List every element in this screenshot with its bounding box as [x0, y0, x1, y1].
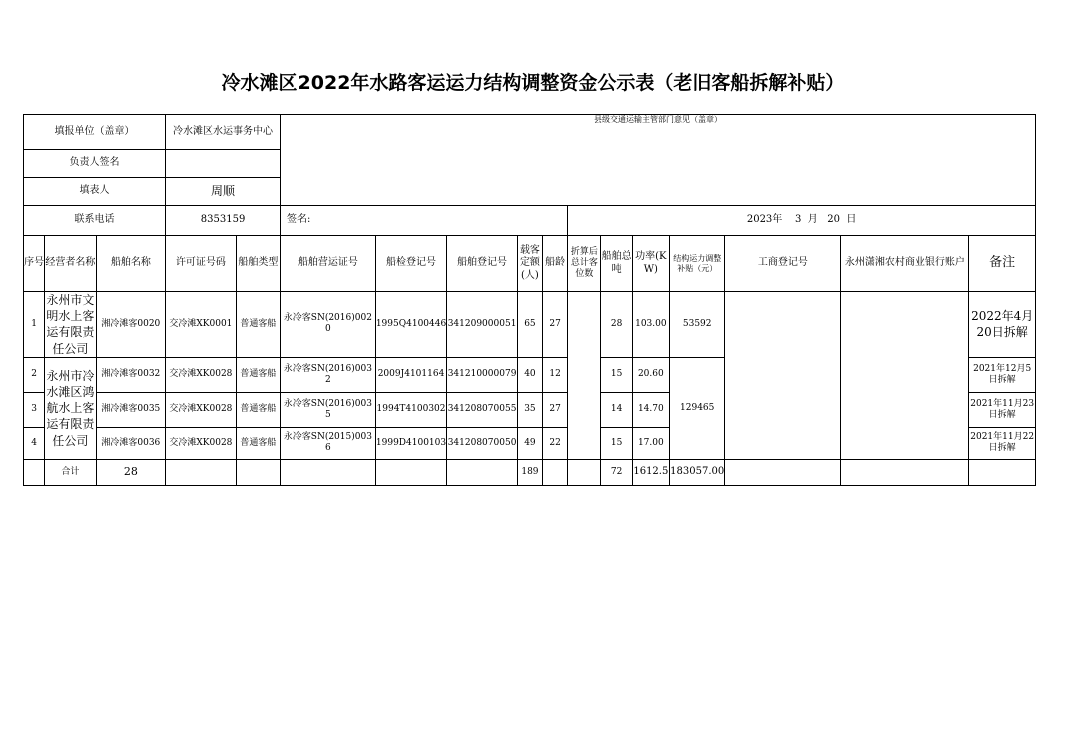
cell-tonnage: 28	[601, 292, 632, 358]
totals-empty	[543, 459, 568, 485]
header-ship-name: 船舶名称	[96, 236, 166, 292]
table-row	[24, 292, 1036, 358]
cell-power: 103.00	[632, 292, 669, 358]
header-remarks: 备注	[969, 236, 1036, 292]
cell-ship-name: 湘冷滩客0035	[96, 392, 166, 427]
header-business-reg: 工商登记号	[725, 236, 841, 292]
cell-ship-name: 湘冷滩客0020	[96, 292, 166, 358]
cell-ship-age: 27	[543, 392, 568, 427]
cell-seq: 4	[24, 427, 45, 459]
cell-license: 交冷滩XK0028	[166, 357, 237, 392]
cell-passenger-capacity: 40	[517, 357, 542, 392]
cell-remarks: 2021年11月22日拆解	[969, 427, 1036, 459]
date-text: 2023年 3 月 20 日	[568, 206, 1036, 236]
cell-power: 20.60	[632, 357, 669, 392]
cell-ship-name: 湘冷滩客0036	[96, 427, 166, 459]
responsible-value	[166, 150, 281, 178]
header-converted-seats: 折算后总计客位数	[568, 236, 601, 292]
cell-inspection-no: 2009J4101164	[375, 357, 447, 392]
page-title: 冷水滩区2022年水路客运运力结构调整资金公示表（老旧客船拆解补贴）	[221, 72, 845, 94]
cell-passenger-capacity: 49	[517, 427, 542, 459]
header-row	[24, 236, 1036, 292]
cell-seq: 1	[24, 292, 45, 358]
cell-ship-type: 普通客船	[236, 392, 280, 427]
totals-seq	[24, 459, 45, 485]
totals-passenger-capacity: 189	[517, 459, 542, 485]
filler-label: 填表人	[24, 178, 166, 206]
header-operator: 经营者名称	[45, 236, 96, 292]
cell-registration-no: 341210000079	[447, 357, 518, 392]
cell-license: 交冷滩XK0028	[166, 392, 237, 427]
cell-power: 17.00	[632, 427, 669, 459]
header-ship-age: 船龄	[543, 236, 568, 292]
cell-ship-age: 22	[543, 427, 568, 459]
cell-ship-age: 12	[543, 357, 568, 392]
cell-remarks: 2022年4月20日拆解	[969, 292, 1036, 358]
cell-passenger-capacity: 35	[517, 392, 542, 427]
header-seq: 序号	[24, 236, 45, 292]
cell-registration-no: 341209000051	[447, 292, 518, 358]
cell-license: 交冷滩XK0001	[166, 292, 237, 358]
totals-subsidy: 183057.00	[669, 459, 724, 485]
cell-ship-name: 湘冷滩客0032	[96, 357, 166, 392]
cell-operator: 永州市冷水滩区鸿航水上客运有限责任公司	[45, 357, 96, 459]
info-row-unit	[24, 115, 1036, 150]
cell-ship-age: 27	[543, 292, 568, 358]
cell-remarks: 2021年12月5日拆解	[969, 357, 1036, 392]
sign-label: 签名:	[281, 206, 568, 236]
totals-power: 1612.5	[632, 459, 669, 485]
cell-operation-cert: 永冷客SN(2016)0035	[281, 392, 376, 427]
unit-value: 冷水滩区水运事务中心	[166, 115, 281, 150]
cell-ship-type: 普通客船	[236, 357, 280, 392]
totals-row	[24, 459, 1036, 485]
totals-empty	[969, 459, 1036, 485]
cell-seq: 2	[24, 357, 45, 392]
cell-bank-account	[841, 292, 969, 460]
totals-empty	[236, 459, 280, 485]
totals-ship-name: 28	[96, 459, 166, 485]
totals-tonnage: 72	[601, 459, 632, 485]
header-tonnage: 船舶总吨	[601, 236, 632, 292]
cell-tonnage: 14	[601, 392, 632, 427]
phone-label: 联系电话	[24, 206, 166, 236]
header-power: 功率(KW)	[632, 236, 669, 292]
header-operation-cert: 船舶营运证号	[281, 236, 376, 292]
cell-ship-type: 普通客船	[236, 292, 280, 358]
totals-empty	[166, 459, 237, 485]
cell-remarks: 2021年11月23日拆解	[969, 392, 1036, 427]
cell-ship-type: 普通客船	[236, 427, 280, 459]
responsible-label: 负责人签名	[24, 150, 166, 178]
cell-subsidy-group: 129465	[669, 357, 724, 459]
cell-operator: 永州市文明水上客运有限责任公司	[46, 293, 95, 356]
totals-label: 合计	[45, 459, 96, 485]
subsidy-table	[23, 114, 1036, 486]
header-license: 许可证号码	[166, 236, 237, 292]
header-passenger-capacity: 载客定额(人)	[517, 236, 542, 292]
cell-seq: 3	[24, 392, 45, 427]
totals-empty	[841, 459, 969, 485]
cell-inspection-no: 1995Q4100446	[375, 292, 447, 358]
header-subsidy: 结构运力调整补贴（元）	[669, 236, 724, 292]
header-bank-account: 永州潇湘农村商业银行账户	[841, 236, 969, 292]
cell-registration-no: 341208070050	[447, 427, 518, 459]
cell-tonnage: 15	[601, 357, 632, 392]
cell-registration-no: 341208070055	[447, 392, 518, 427]
totals-empty	[725, 459, 841, 485]
totals-empty	[375, 459, 447, 485]
cell-tonnage: 15	[601, 427, 632, 459]
cell-subsidy: 53592	[669, 292, 724, 358]
totals-empty	[447, 459, 518, 485]
totals-empty	[281, 459, 376, 485]
cell-license: 交冷滩XK0028	[166, 427, 237, 459]
header-registration-no: 船舶登记号	[447, 236, 518, 292]
cell-converted-seats	[568, 292, 601, 460]
filler-value: 周顺	[166, 178, 281, 206]
cell-inspection-no: 1994T4100302	[375, 392, 447, 427]
totals-empty	[568, 459, 601, 485]
unit-label: 填报单位（盖章）	[24, 115, 166, 150]
phone-value: 8353159	[166, 206, 281, 236]
info-row-phone	[24, 206, 1036, 236]
header-ship-type: 船舶类型	[236, 236, 280, 292]
header-inspection-no: 船检登记号	[375, 236, 447, 292]
cell-inspection-no: 1999D4100103	[375, 427, 447, 459]
cell-operation-cert: 永冷客SN(2015)0036	[281, 427, 376, 459]
cell-operation-cert: 永冷客SN(2016)0020	[281, 292, 376, 358]
cell-operation-cert: 永冷客SN(2016)0032	[281, 357, 376, 392]
cell-power: 14.70	[632, 392, 669, 427]
opinion-label: 县级交通运输主管部门意见（盖章）	[281, 115, 1036, 206]
cell-business-reg	[725, 292, 841, 460]
cell-passenger-capacity: 65	[517, 292, 542, 358]
